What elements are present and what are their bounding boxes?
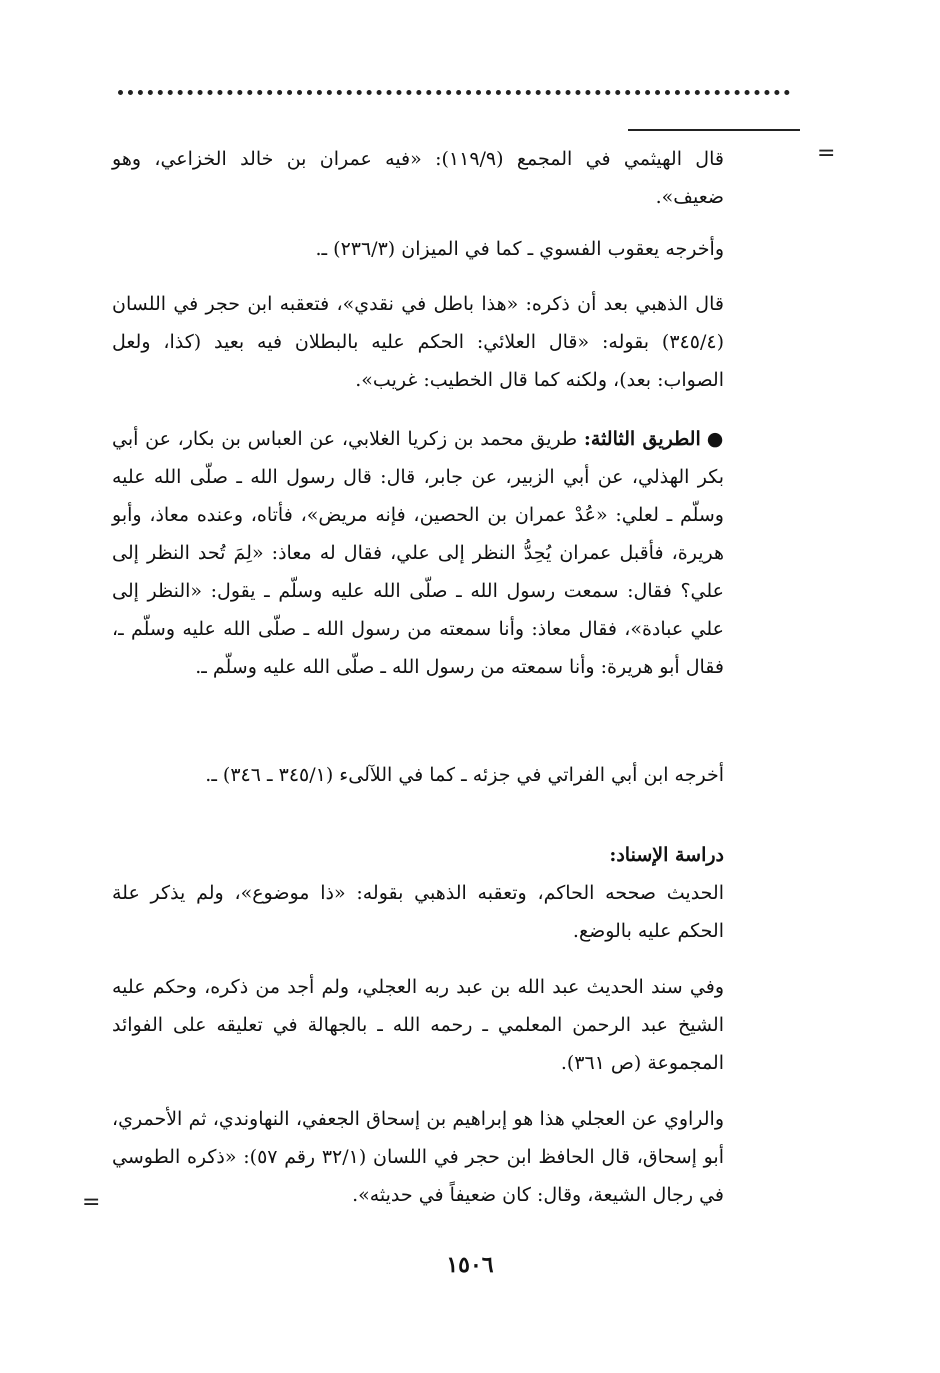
paragraph-hakim: [112, 874, 724, 950]
paragraph-text: قال الهيثمي في المجمع (١١٩/٩): «فيه عمران بن خالد الخزاعي، وهو ضعيف».: [112, 148, 724, 208]
paragraph-furati: [112, 756, 724, 794]
dotted-separator: [118, 90, 790, 95]
paragraph-text: [112, 420, 724, 686]
paragraph-haythami: [112, 140, 724, 216]
continuation-marker-top: =: [817, 141, 836, 166]
paragraph-fasawi: [112, 230, 724, 268]
paragraph-text: وفي سند الحديث عبد الله بن عبد ربه العجلي، ولم أجد من ذكره، وحكم عليه الشيخ عبد الرحمن المعلمي ـ رحمه الله ـ بالجهالة في تعليقه على الفوائد المجموعة (ص ٣٦١).: [112, 976, 724, 1074]
page-number: ١٥٠٦: [446, 1252, 494, 1278]
bullet-icon: ●: [706, 428, 724, 450]
footnote-rule: [628, 129, 800, 131]
section-heading: [112, 836, 724, 874]
section-lead: الطريق الثالثة:: [583, 428, 701, 450]
paragraph-body: طريق محمد بن زكريا الغلابي، عن العباس بن بكار، عن أبي بكر الهذلي، عن أبي الزبير، عن جابر، قال: قال رسول الله ـ صلّى الله عليه وسلّم ـ لعلي: «عُدْ عمران بن الحصين، فإنه مريض»، فأتاه، وعنده معاذ، وأبو هريرة، فأقبل عمران يُحِدُّ النظر إلى علي، فقال له معاذ: «لِمَ تُحد النظر إلى علي؟ فقال: سمعت رسول الله ـ صلّى الله عليه وسلّم ـ يقول: «النظر إلى علي عبادة»، فقال معاذ: وأنا سمعته من رسول الله ـ صلّى الله عليه وسلّم ـ، فقال أبو هريرة: وأنا سمعته من رسول الله ـ صلّى الله عليه وسلّم ـ.: [112, 428, 724, 678]
continuation-marker-bottom: =: [82, 1190, 101, 1215]
paragraph-text: والراوي عن العجلي هذا هو إبراهيم بن إسحاق الجعفي، النهاوندي، ثم الأحمري، أبو إسحاق، قال الحافظ ابن حجر في اللسان (٣٢/١ رقم ٥٧): «ذكره الطوسي في رجال الشيعة، وقال: كان ضعيفاً في حديثه».: [112, 1108, 724, 1206]
heading-text: دراسة الإسناد:: [609, 844, 724, 866]
paragraph-text: أخرجه ابن أبي الفراتي في جزئه ـ كما في اللآلىء (٣٤٥/١ ـ ٣٤٦) ـ.: [205, 764, 724, 786]
paragraph-narrator: [112, 1100, 724, 1214]
paragraph-text: وأخرجه يعقوب الفسوي ـ كما في الميزان (٢٣٦/٣) ـ.: [315, 238, 724, 260]
paragraph-third-route: [112, 420, 724, 686]
paragraph-text: قال الذهبي بعد أن ذكره: «هذا باطل في نقدي»، فتعقبه ابن حجر في اللسان (٣٤٥/٤) بقوله: «قال العلائي: الحكم عليه بالبطلان فيه بعيد (كذا، ولعل الصواب: بعد)، ولكنه كما قال الخطيب: غريب».: [112, 293, 724, 391]
paragraph-ajli: [112, 968, 724, 1082]
paragraph-dhahabi: [112, 285, 724, 399]
paragraph-text: الحديث صححه الحاكم، وتعقبه الذهبي بقوله: «ذا موضوع»، ولم يذكر علة الحكم عليه بالوضع.: [112, 882, 724, 942]
